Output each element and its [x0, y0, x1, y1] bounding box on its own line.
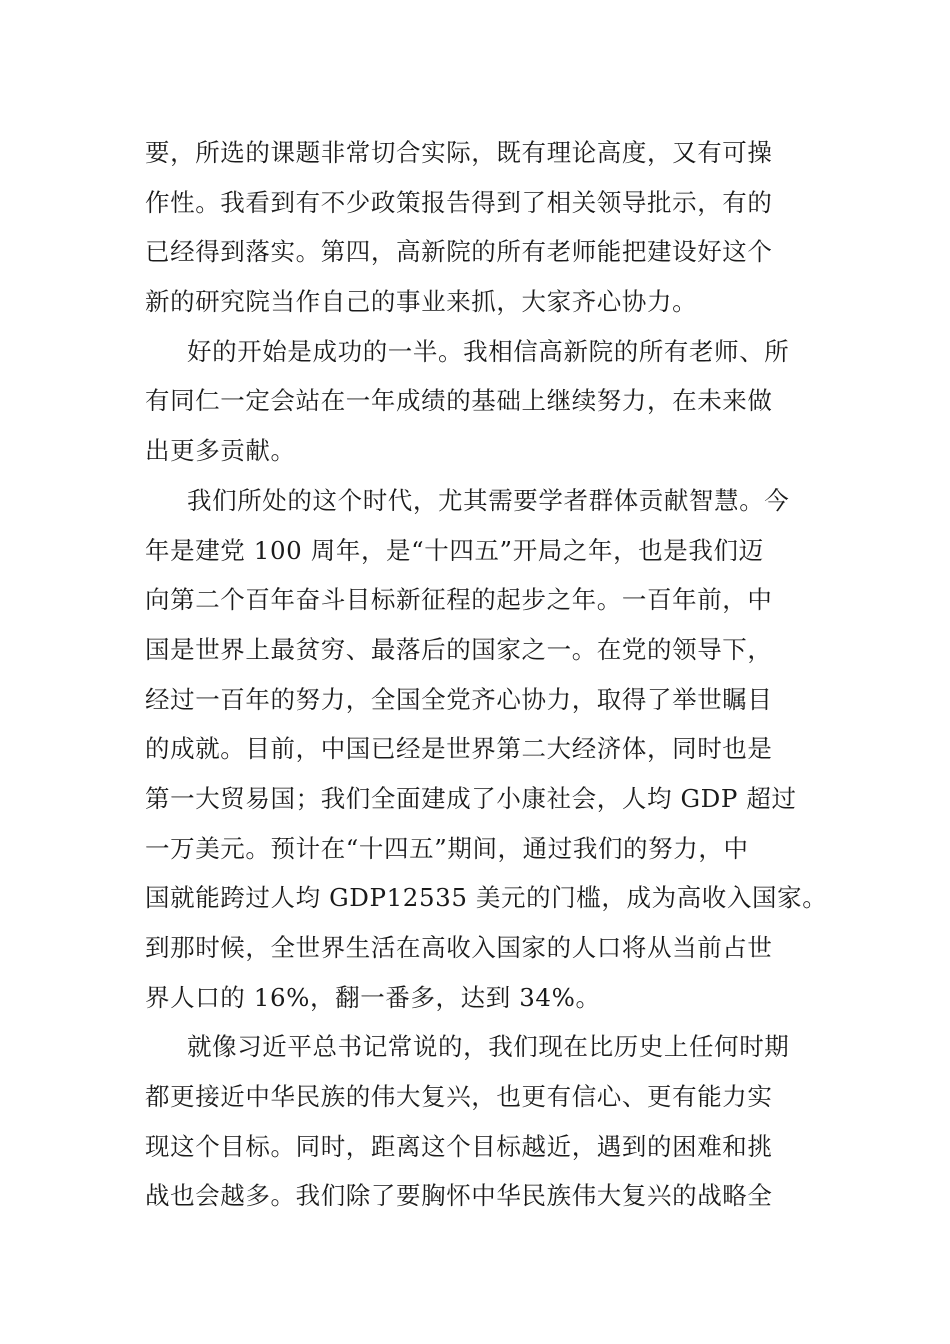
text-line: 年是建党 100 周年，是“十四五”开局之年，也是我们迈 — [145, 535, 764, 565]
text-line: 现这个目标。同时，距离这个目标越近，遇到的困难和挑 — [145, 1131, 773, 1161]
body-text — [145, 128, 828, 1221]
paragraph-first-line: 好的开始是成功的一半。我相信高新院的所有老师、所 — [187, 336, 790, 366]
text-line: 新的研究院当作自己的事业来抓，大家齐心协力。 — [145, 287, 698, 317]
text-line: 战也会越多。我们除了要胸怀中华民族伟大复兴的战略全 — [145, 1181, 773, 1211]
text-line: 已经得到落实。第四，高新院的所有老师能把建设好这个 — [145, 237, 773, 267]
text-line: 作性。我看到有不少政策报告得到了相关领导批示，有的 — [145, 187, 773, 217]
text-line: 出更多贡献。 — [145, 436, 296, 466]
text-line: 有同仁一定会站在一年成绩的基础上继续努力，在未来做 — [145, 386, 773, 416]
text-line: 经过一百年的努力，全国全党齐心协力，取得了举世瞩目 — [145, 684, 773, 714]
text-line: 要，所选的课题非常切合实际，既有理论高度，又有可操 — [145, 138, 773, 167]
text-line: 界人口的 16%，翻一番多，达到 34%。 — [145, 982, 601, 1012]
text-line: 的成就。目前，中国已经是世界第二大经济体，同时也是 — [145, 734, 773, 764]
paragraph-first-line: 就像习近平总书记常说的，我们现在比历史上任何时期 — [187, 1032, 790, 1062]
text-line: 国就能跨过人均 GDP12535 美元的门槛，成为高收入国家。 — [145, 883, 828, 913]
text-line: 一万美元。预计在“十四五”期间，通过我们的努力，中 — [145, 833, 749, 863]
paragraph-first-line: 我们所处的这个时代，尤其需要学者群体贡献智慧。今 — [187, 485, 790, 515]
text-line: 都更接近中华民族的伟大复兴，也更有信心、更有能力实 — [145, 1082, 773, 1112]
text-line: 向第二个百年奋斗目标新征程的起步之年。一百年前，中 — [145, 585, 773, 615]
text-line: 国是世界上最贫穷、最落后的国家之一。在党的领导下， — [145, 634, 773, 664]
text-line: 到那时候，全世界生活在高收入国家的人口将从当前占世 — [145, 933, 773, 962]
text-line: 第一大贸易国；我们全面建成了小康社会，人均 GDP 超过 — [145, 783, 797, 813]
